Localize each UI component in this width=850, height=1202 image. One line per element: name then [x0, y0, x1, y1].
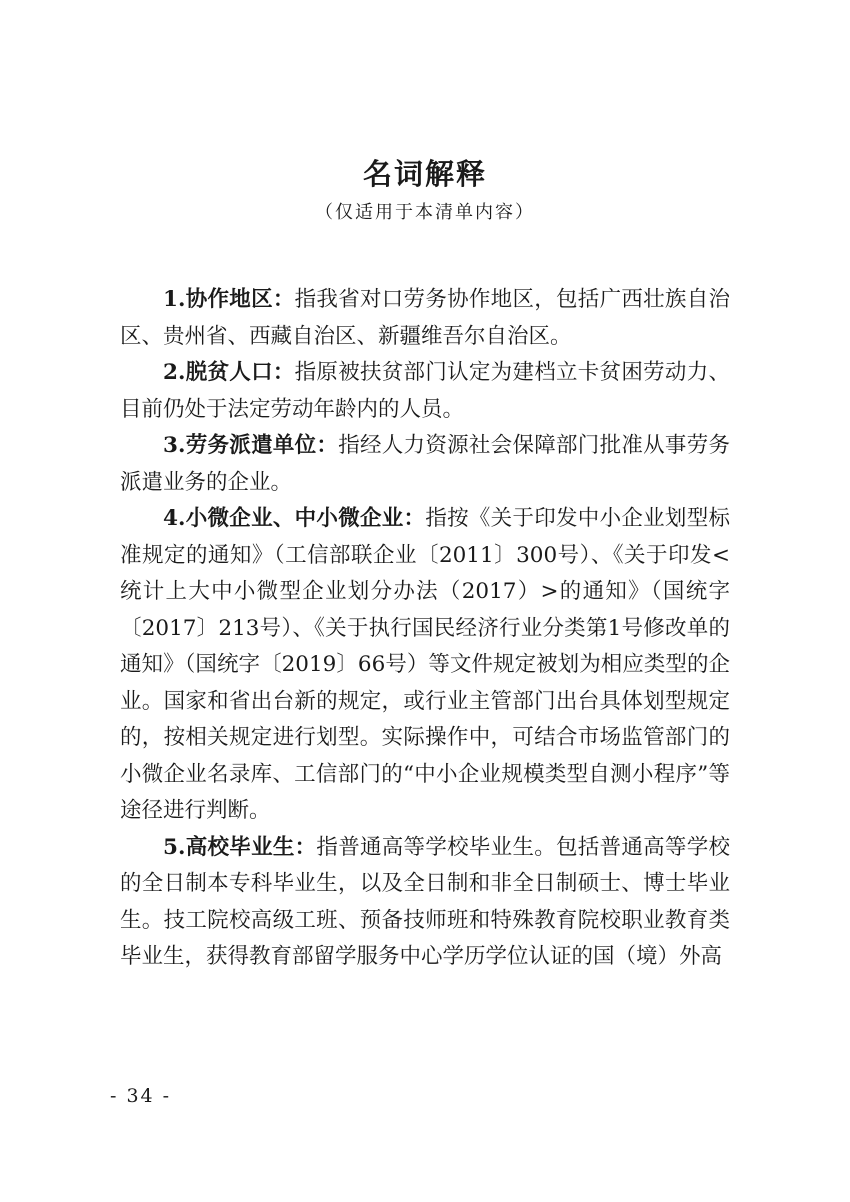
definition-item: [120, 355, 730, 428]
definition-text: 指原被扶贫部门认定为建档立卡贫困劳动力、目前仍处于法定劳动年龄内的人员。: [120, 360, 730, 422]
definition-text: 指普通高等学校毕业生。包括普通高等学校的全日制本专科毕业生，以及全日制和非全日制硕士、博士毕业生。技工院校高级工班、预备技师班和特殊教育院校职业教育类毕业生，获得教育部留学服务中心学历学位认证的国（境）外高: [120, 834, 730, 969]
definition-text: 指按《关于印发中小企业划型标准规定的通知》（工信部联企业〔2011〕300号）、《关于印发<统计上大中小微型企业划分办法（2017）>的通知》（国统字〔2017〕213号）、《关于执行国民经济行业分类第1号修改单的通知》（国统字〔2019〕66号）等文件规定被划为相应类型的企业。国家和省出台新的规定，或行业主管部门出台具体划型规定的，按相关规定进行划型。实际操作中，可结合市场监管部门的小微企业名录库、工信部门的“中小企业规模类型自测小程序”等途径进行判断。: [120, 506, 730, 823]
definition-term: 4.小微企业、中小微企业：: [163, 506, 426, 531]
definition-text: 指我省对口劳务协作地区，包括广西壮族自治区、贵州省、西藏自治区、新疆维吾尔自治区。: [120, 287, 730, 349]
definition-item: [120, 428, 730, 501]
definition-item: [120, 282, 730, 355]
definition-term: 5.高校毕业生：: [163, 834, 317, 860]
definition-term: 1.协作地区：: [163, 287, 295, 312]
page-number: - 34 -: [110, 1085, 172, 1107]
definition-text: 指经人力资源社会保障部门批准从事劳务派遣业务的企业。: [120, 433, 730, 495]
definitions-list: [120, 282, 730, 976]
definition-term: 3.劳务派遣单位：: [163, 433, 339, 458]
definition-term: 2.脱贫人口：: [163, 360, 295, 385]
definition-item: [120, 830, 730, 976]
page-subtitle: （仅适用于本清单内容）: [315, 202, 535, 223]
definition-item: [120, 501, 730, 830]
page-title: 名词解释: [362, 157, 487, 191]
